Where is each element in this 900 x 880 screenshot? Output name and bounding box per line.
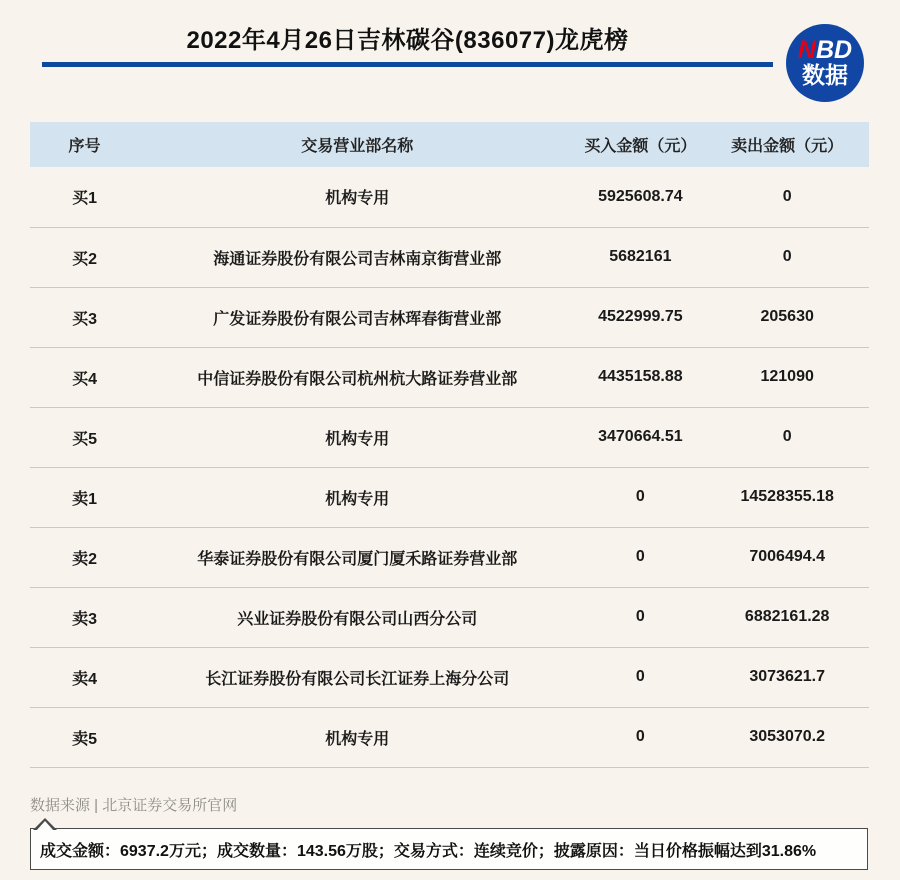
col-header-seq: 序号 bbox=[30, 122, 139, 167]
table-row bbox=[30, 467, 869, 527]
cell-sell: 14528355.18 bbox=[705, 467, 869, 527]
cell-branch: 海通证券股份有限公司吉林南京街营业部 bbox=[139, 227, 575, 287]
page-title: 2022年4月26日吉林碳谷(836077)龙虎榜 bbox=[186, 27, 629, 54]
title-underline bbox=[42, 62, 773, 67]
cell-sell: 0 bbox=[705, 227, 869, 287]
logo-n-letter: N bbox=[797, 36, 816, 64]
cell-branch: 中信证券股份有限公司杭州杭大路证券营业部 bbox=[139, 347, 575, 407]
cell-sell: 7006494.4 bbox=[705, 527, 869, 587]
nbd-logo-wordmark bbox=[798, 38, 852, 63]
cell-branch: 机构专用 bbox=[139, 407, 575, 467]
cell-buy: 0 bbox=[575, 587, 705, 647]
cell-buy: 4522999.75 bbox=[575, 287, 705, 347]
cell-seq: 卖3 bbox=[30, 587, 139, 647]
summary-note-text: 成交金额：6937.2万元；成交数量：143.56万股；交易方式：连续竞价；披露原因：当日价格振幅达到31.86% bbox=[40, 842, 817, 860]
table-row bbox=[30, 347, 869, 407]
cell-branch: 华泰证券股份有限公司厦门厦禾路证券营业部 bbox=[139, 527, 575, 587]
cell-buy: 4435158.88 bbox=[575, 347, 705, 407]
cell-seq: 卖5 bbox=[30, 707, 139, 767]
callout-pointer-fill bbox=[36, 821, 54, 831]
logo-bd-letters: BD bbox=[815, 36, 853, 64]
summary-note-box bbox=[30, 828, 868, 870]
table-header-row bbox=[30, 122, 869, 167]
cell-sell: 205630 bbox=[705, 287, 869, 347]
cell-seq: 买2 bbox=[30, 227, 139, 287]
cell-seq: 买5 bbox=[30, 407, 139, 467]
table-row bbox=[30, 407, 869, 467]
cell-branch: 机构专用 bbox=[139, 167, 575, 227]
cell-sell: 3053070.2 bbox=[705, 707, 869, 767]
logo-line2: 数据 bbox=[802, 62, 848, 88]
cell-buy: 5925608.74 bbox=[575, 167, 705, 227]
cell-seq: 买4 bbox=[30, 347, 139, 407]
cell-sell: 0 bbox=[705, 167, 869, 227]
cell-buy: 0 bbox=[575, 647, 705, 707]
cell-sell: 0 bbox=[705, 407, 869, 467]
table-row bbox=[30, 587, 869, 647]
nbd-logo bbox=[786, 24, 864, 102]
table-row bbox=[30, 227, 869, 287]
cell-seq: 买3 bbox=[30, 287, 139, 347]
table-row bbox=[30, 527, 869, 587]
cell-seq: 买1 bbox=[30, 167, 139, 227]
data-source-label: 数据来源 | 北京证券交易所官网 bbox=[30, 797, 238, 814]
cell-branch: 广发证券股份有限公司吉林珲春街营业部 bbox=[139, 287, 575, 347]
col-header-branch: 交易营业部名称 bbox=[139, 122, 575, 167]
table-row bbox=[30, 287, 869, 347]
table-row bbox=[30, 167, 869, 227]
cell-sell: 6882161.28 bbox=[705, 587, 869, 647]
cell-branch: 兴业证券股份有限公司山西分公司 bbox=[139, 587, 575, 647]
lhb-table bbox=[30, 122, 869, 768]
cell-sell: 3073621.7 bbox=[705, 647, 869, 707]
table-row bbox=[30, 647, 869, 707]
col-header-sell: 卖出金额（元） bbox=[705, 122, 869, 167]
cell-branch: 机构专用 bbox=[139, 467, 575, 527]
cell-buy: 5682161 bbox=[575, 227, 705, 287]
cell-seq: 卖1 bbox=[30, 467, 139, 527]
col-header-buy: 买入金额（元） bbox=[575, 122, 705, 167]
cell-seq: 卖4 bbox=[30, 647, 139, 707]
table-row bbox=[30, 707, 869, 767]
cell-seq: 卖2 bbox=[30, 527, 139, 587]
cell-buy: 3470664.51 bbox=[575, 407, 705, 467]
cell-branch: 长江证券股份有限公司长江证券上海分公司 bbox=[139, 647, 575, 707]
cell-buy: 0 bbox=[575, 707, 705, 767]
cell-sell: 121090 bbox=[705, 347, 869, 407]
cell-buy: 0 bbox=[575, 527, 705, 587]
cell-branch: 机构专用 bbox=[139, 707, 575, 767]
cell-buy: 0 bbox=[575, 467, 705, 527]
